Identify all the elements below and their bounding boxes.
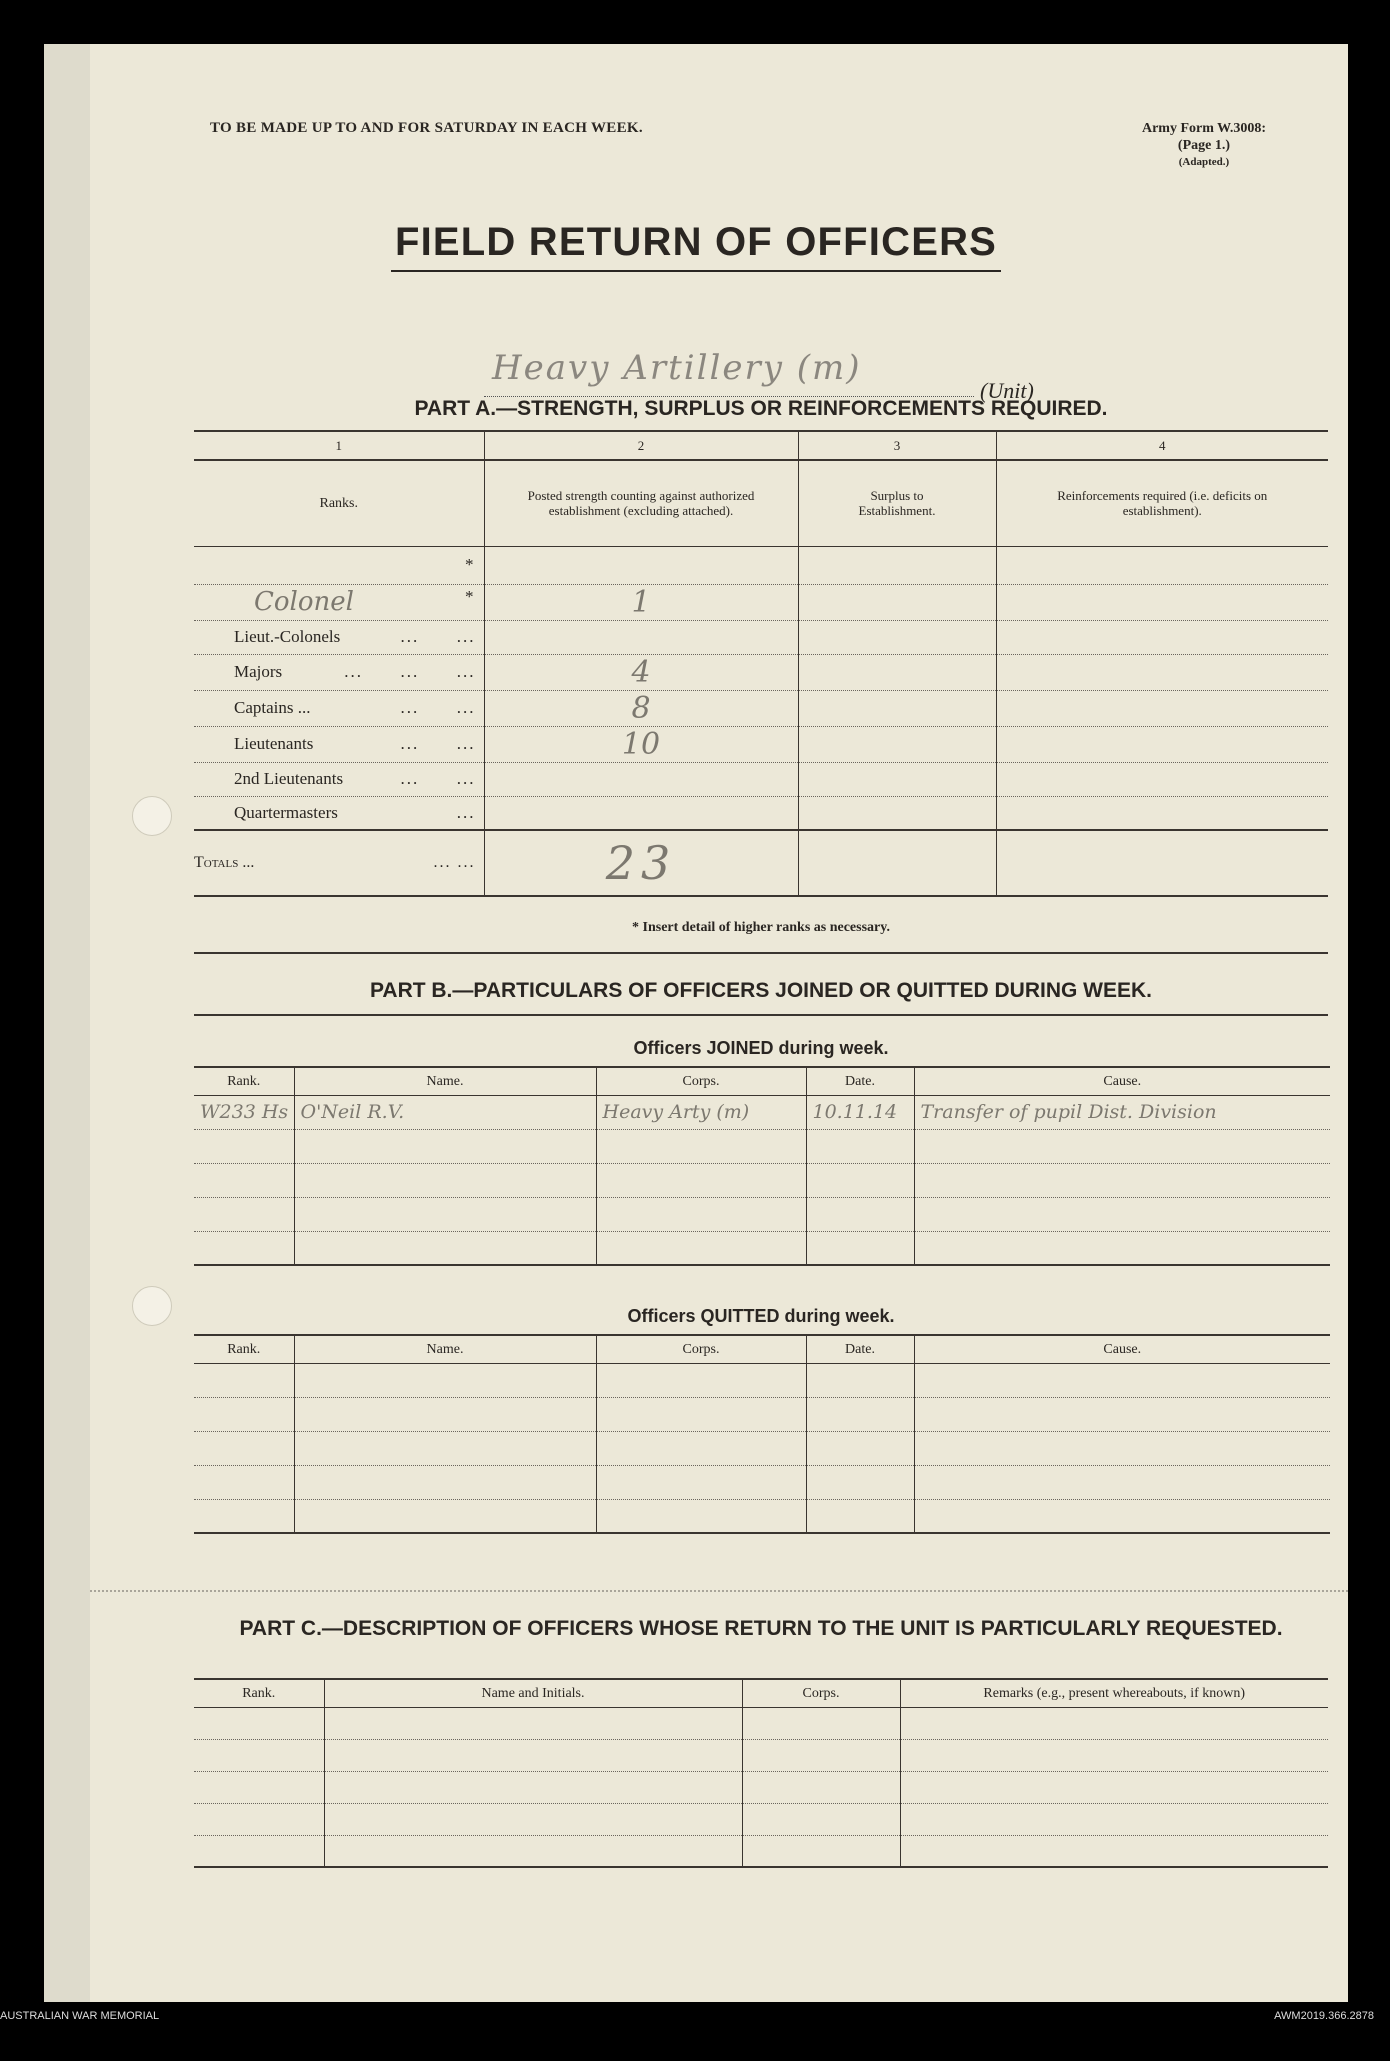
joined-rank: W233 Hs (200, 1101, 289, 1123)
column-header: Name. (294, 1067, 596, 1095)
leader-dots: ... ... ... (344, 662, 476, 681)
quitted-title: Officers QUITTED during week. (627, 1306, 895, 1326)
leader-dots: ... ... (400, 698, 476, 717)
table-row (194, 1707, 1328, 1739)
column-header: Name and Initials. (324, 1679, 742, 1707)
part-b-title: PART B.—PARTICULARS OF OFFICERS JOINED OR QUITTED DURING WEEK. (369, 979, 1153, 1002)
part-c-title: PART C.—DESCRIPTION OF OFFICERS WHOSE RETURN TO THE UNIT IS PARTICULARLY REQUESTED. (239, 1617, 1283, 1640)
paper-left-strip (44, 44, 90, 2002)
table-row (194, 1771, 1328, 1803)
part-a-rank-row (194, 796, 1328, 830)
table-row (194, 1363, 1330, 1397)
column-header: Rank. (194, 1067, 294, 1095)
rank-label: Majors (234, 662, 283, 681)
table-header-row (194, 1679, 1328, 1707)
column-header: Rank. (194, 1679, 324, 1707)
part-a-rank-row (194, 546, 1328, 584)
punch-hole-bottom (132, 1286, 172, 1326)
page-title: FIELD RETURN OF OFFICERS (44, 220, 1348, 265)
rank-label: Quartermasters (234, 802, 338, 822)
strength-value: 8 (631, 690, 651, 726)
column-header: Corps. (742, 1679, 900, 1707)
rank-label: Captains ... (234, 698, 311, 717)
table-row (194, 1163, 1330, 1197)
strength-value: 10 (621, 726, 661, 762)
joined-cause: Transfer of pupil Dist. Division (920, 1101, 1217, 1123)
joined-date: 10.11.14 (812, 1101, 898, 1123)
footer-right: AWM2019.366.2878 (1274, 2010, 1374, 2022)
table-row (194, 1231, 1330, 1265)
totals-dots: ... ... (433, 854, 476, 871)
strength-value: 1 (631, 584, 651, 620)
part-a-totals-row (194, 830, 1328, 896)
table-row (194, 1465, 1330, 1499)
rank-label: Lieutenants (234, 734, 314, 753)
column-header: Corps. (596, 1335, 806, 1363)
column-header: Cause. (914, 1335, 1330, 1363)
strength-value: 4 (631, 654, 651, 690)
table-header-row (194, 1067, 1330, 1095)
totals-value: 23 (605, 836, 677, 890)
table-row (194, 1129, 1330, 1163)
leader-dots: ... ... (400, 627, 476, 646)
table-row (194, 1431, 1330, 1465)
form-sheet (44, 44, 1348, 2002)
rank-label: Colonel (254, 587, 354, 617)
column-header: Date. (806, 1335, 914, 1363)
column-header: Cause. (914, 1067, 1330, 1095)
part-a-col-headers: Ranks. Posted strength counting against authorized establishment (excluding attached). Surplus to Establishment. Reinforcements required (i.e. deficits on establishment). (194, 460, 1328, 546)
part-a-footnote: * Insert detail of higher ranks as necessary. (632, 920, 890, 935)
leader-dots: ... ... (400, 734, 476, 753)
table-row (194, 1197, 1330, 1231)
part-a-rank-row (194, 620, 1328, 654)
table-row (194, 1499, 1330, 1533)
form-number-block (1142, 120, 1266, 171)
punch-hole-top (132, 796, 172, 836)
column-header: Corps. (596, 1067, 806, 1095)
joined-corps: Heavy Arty (m) (602, 1101, 750, 1123)
part-a-rank-row (194, 584, 1328, 620)
part-a-title: PART A.—STRENGTH, SURPLUS OR REINFORCEMENTS REQUIRED. (414, 397, 1108, 420)
table-row (194, 1397, 1330, 1431)
rank-label: Lieut.-Colonels (234, 627, 341, 646)
table-header-row (194, 1335, 1330, 1363)
column-header: Name. (294, 1335, 596, 1363)
part-c-table (194, 1678, 1328, 1868)
totals-label: Totals ... (194, 854, 255, 871)
quitted-table (194, 1334, 1330, 1534)
part-a-table (194, 432, 1328, 897)
part-a-rank-row (194, 654, 1328, 690)
part-a-col-numbers: 1 2 3 4 (194, 432, 1328, 460)
table-row (194, 1835, 1328, 1867)
star-mark: * (465, 587, 476, 606)
joined-title: Officers JOINED during week. (633, 1038, 889, 1058)
unit-label: (Unit) (980, 378, 1034, 403)
part-a-rank-row (194, 726, 1328, 762)
table-row (194, 1803, 1328, 1835)
perforation-line (90, 1590, 1348, 1592)
footer-left: AUSTRALIAN WAR MEMORIAL (0, 2010, 160, 2022)
leader-dots: ... (456, 802, 476, 822)
column-header: Date. (806, 1067, 914, 1095)
part-a-rank-row (194, 762, 1328, 796)
part-a-rank-row (194, 690, 1328, 726)
form-number: Army Form W.3008: (1141, 121, 1266, 136)
column-header: Rank. (194, 1335, 294, 1363)
table-row (194, 1739, 1328, 1771)
table-row (194, 1095, 1330, 1129)
star-mark: * (465, 555, 476, 574)
header-instruction: TO BE MADE UP TO AND FOR SATURDAY IN EACH WEEK. (210, 120, 643, 136)
joined-name: O'Neil R.V. (300, 1101, 405, 1123)
joined-table (194, 1066, 1330, 1266)
form-page: (Page 1.) (1177, 138, 1231, 153)
column-header: Remarks (e.g., present whereabouts, if known) (900, 1679, 1328, 1707)
unit-handwritten: Heavy Artillery (m) (492, 348, 862, 388)
leader-dots: ... ... (400, 769, 476, 788)
form-adapted: (Adapted.) (1178, 156, 1230, 168)
rank-label: 2nd Lieutenants (234, 769, 344, 788)
